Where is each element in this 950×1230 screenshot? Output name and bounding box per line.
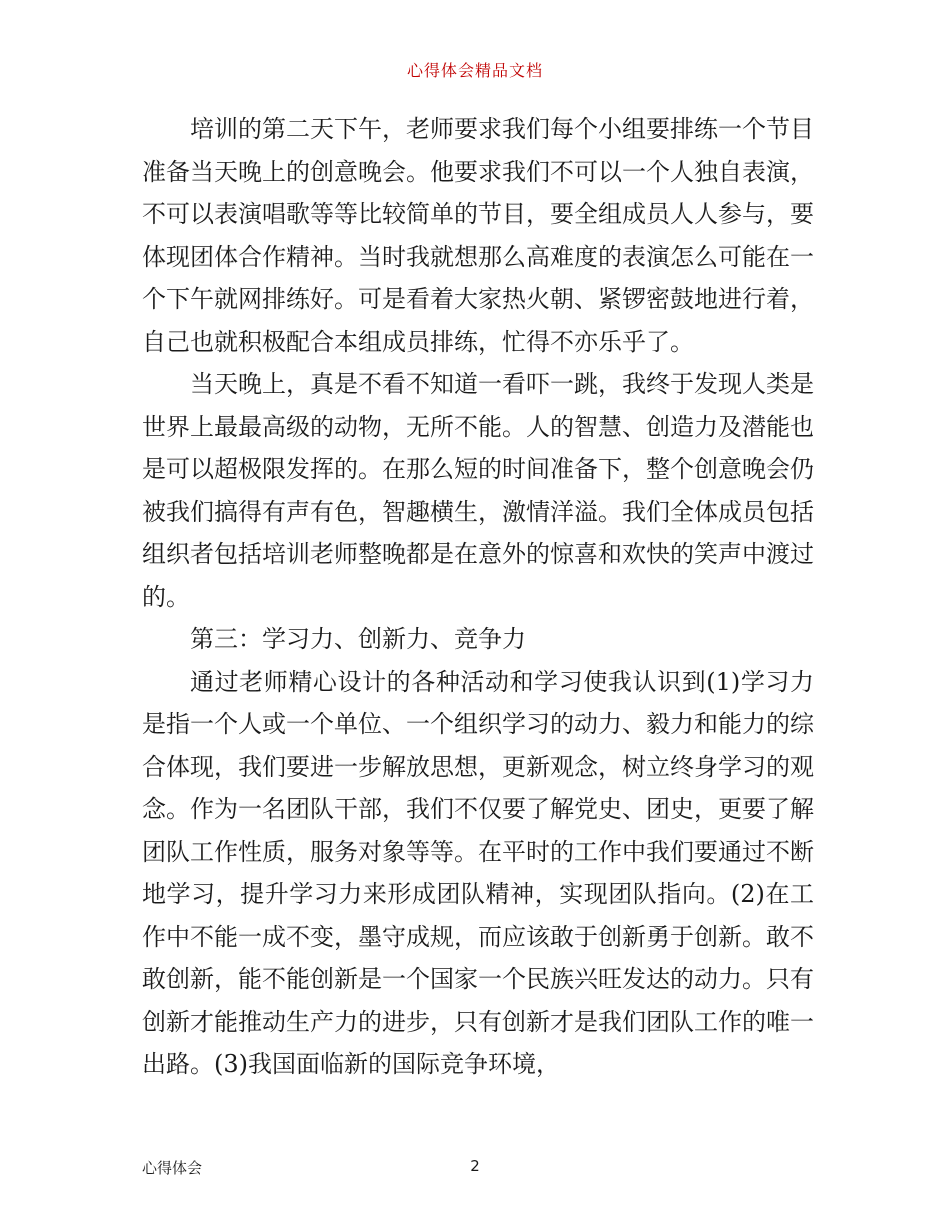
section-heading: 第三：学习力、创新力、竞争力 — [190, 625, 526, 653]
paragraph-2: 当天晚上，真是不看不知道一看吓一跳，我终于发现人类是世界上最最高级的动物，无所不能。人的智慧、创造力及潜能也是可以超极限发挥的。在那么短的时间准备下，整个创意晚会仍被我们搞得有声有色，智趣横生，激情洋溢。我们全体成员包括组织者包括培训老师整晚都是在意外的惊喜和欢快的笑声中渡过的。 — [142, 370, 814, 611]
page-number: 2 — [470, 1157, 480, 1175]
footer-label: 心得体会 — [142, 1159, 203, 1177]
document-header: 心得体会精品文档 — [406, 61, 543, 80]
paragraph-3: 通过老师精心设计的各种活动和学习使我认识到(1)学习力是指一个人或一个单位、一个组织学习的动力、毅力和能力的综合体现，我们要进一步解放思想，更新观念，树立终身学习的观念。作为一名团队干部，我们不仅要了解党史、团史，更要了解团队工作性质，服务对象等等。在平时的工作中我们要通过不断地学习，提升学习力来形成团队精神，实现团队指向。(2)在工作中不能一成不变，墨守成规，而应该敢于创新勇于创新。敢不敢创新，能不能创新是一个国家一个民族兴旺发达的动力。只有创新才能推动生产力的进步，只有创新才是我们团队工作的唯一出路。(3)我国面临新的国际竞争环境， — [142, 667, 814, 1078]
paragraph-1: 培训的第二天下午，老师要求我们每个小组要排练一个节目准备当天晚上的创意晚会。他要求我们不可以一个人独自表演，不可以表演唱歌等等比较简单的节目，要全组成员人人参与，要体现团体合作精神。当时我就想那么高难度的表演怎么可能在一个下午就网排练好。可是看着大家热火朝、紧锣密鼓地进行着，自己也就积极配合本组成员排练，忙得不亦乐乎了。 — [142, 115, 814, 356]
document-body — [142, 108, 814, 1086]
